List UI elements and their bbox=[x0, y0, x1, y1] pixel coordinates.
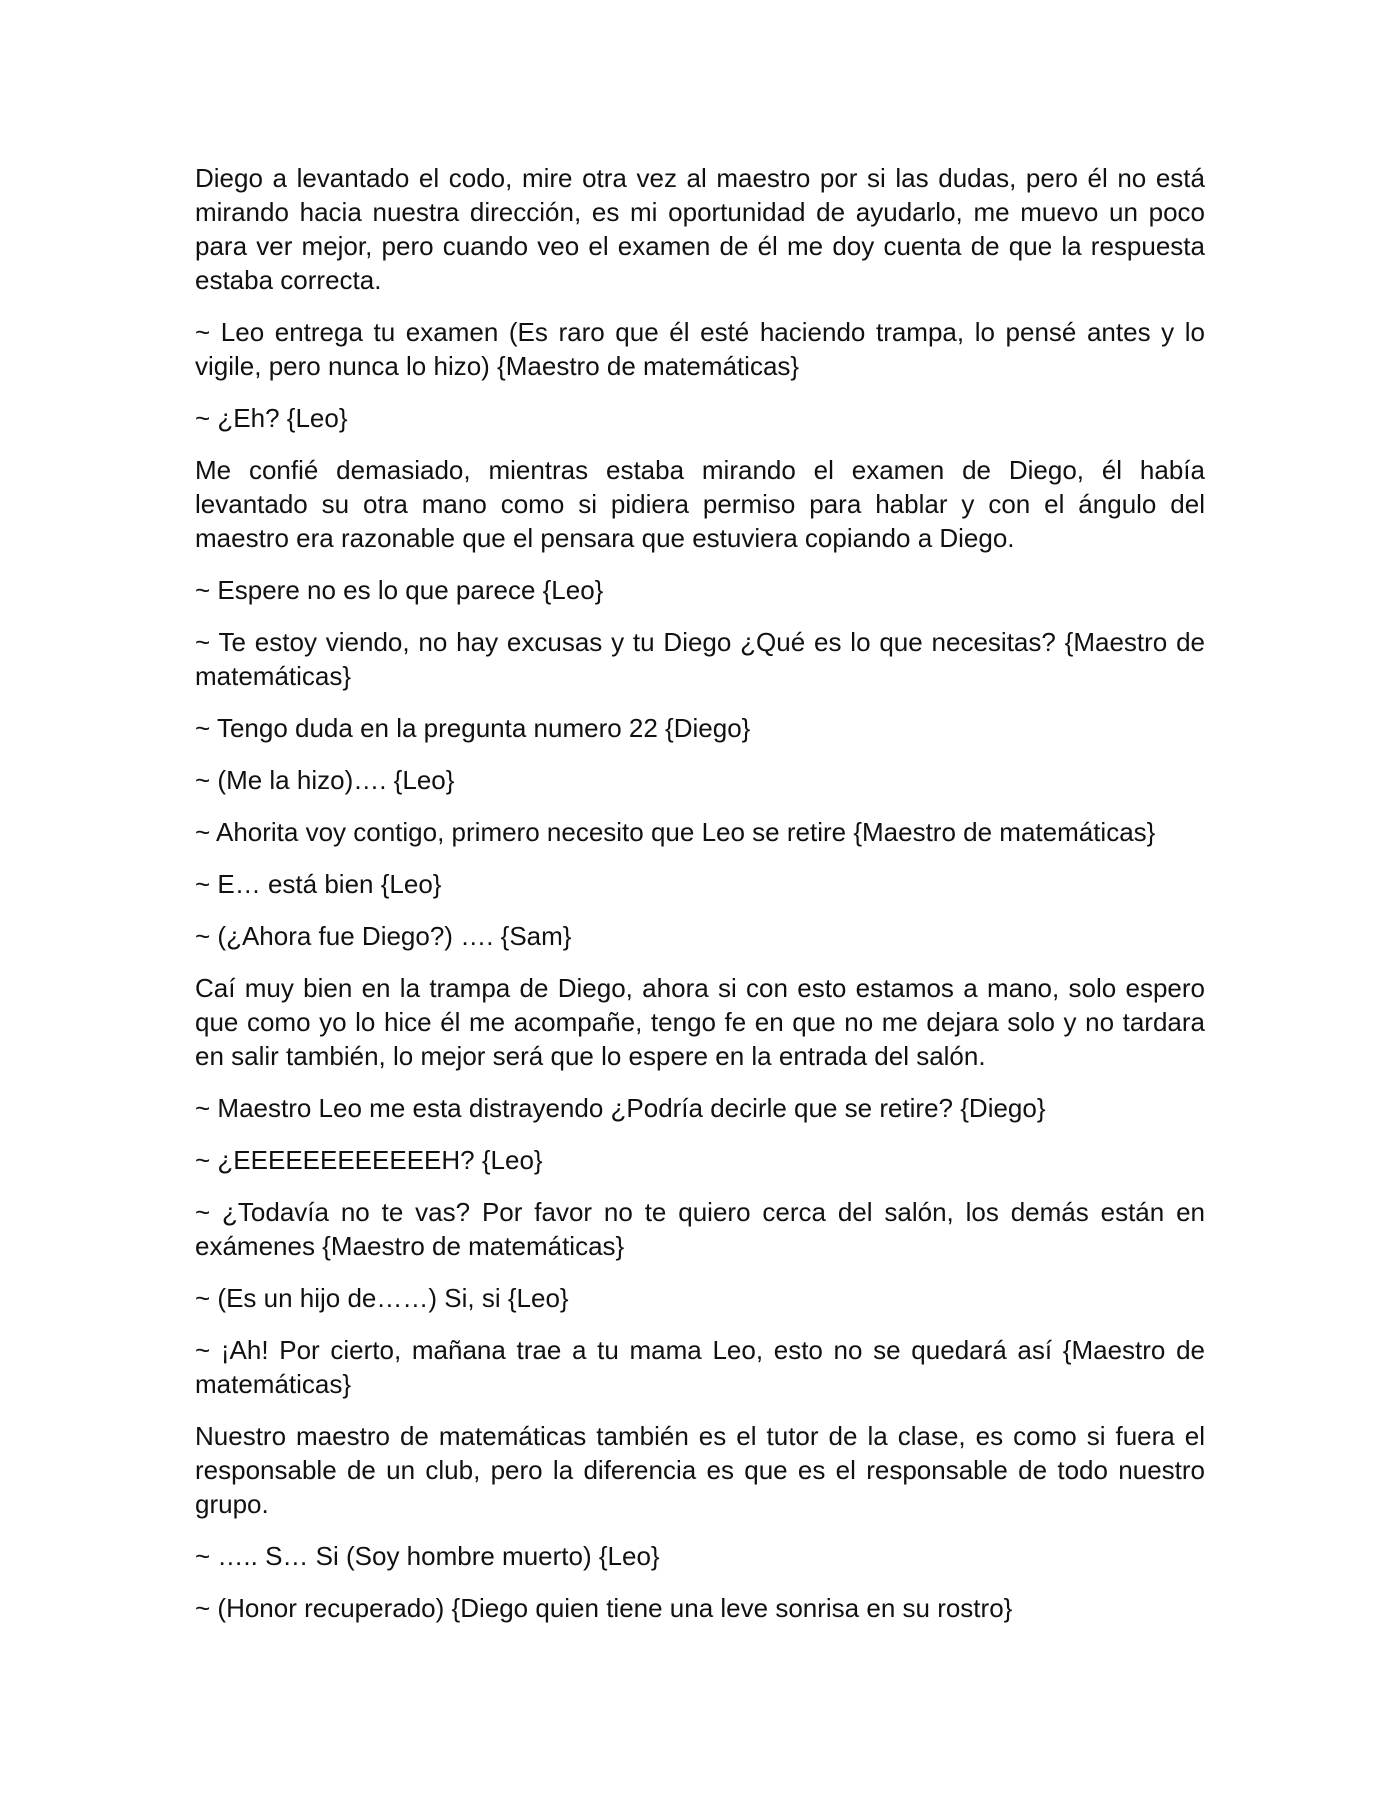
narration-paragraph: Caí muy bien en la trampa de Diego, ahora si con esto estamos a mano, solo espero que como yo lo hice él me acompañe, tengo fe en que no me dejara solo y no tardara en salir también, lo mejor será que lo espere en la entrada del salón. bbox=[195, 973, 1205, 1071]
dialogue-line: ~ ….. S… Si (Soy hombre muerto) {Leo} bbox=[195, 1541, 660, 1571]
narration-paragraph: Me confié demasiado, mientras estaba mirando el examen de Diego, él había levantado su otra mano como si pidiera permiso para hablar y con el ángulo del maestro era razonable que el pensara que estuviera copiando a Diego. bbox=[195, 455, 1205, 553]
dialogue-line: ~ ¿Todavía no te vas? Por favor no te quiero cerca del salón, los demás están en exámenes {Maestro de matemáticas} bbox=[195, 1197, 1205, 1261]
narration-paragraph: Nuestro maestro de matemáticas también es el tutor de la clase, es como si fuera el responsable de un club, pero la diferencia es que es el responsable de todo nuestro grupo. bbox=[195, 1421, 1205, 1519]
dialogue-line: ~ Te estoy viendo, no hay excusas y tu Diego ¿Qué es lo que necesitas? {Maestro de matemáticas} bbox=[195, 627, 1205, 691]
dialogue-line: ~ Leo entrega tu examen (Es raro que él esté haciendo trampa, lo pensé antes y lo vigile, pero nunca lo hizo) {Maestro de matemáticas} bbox=[195, 317, 1205, 381]
dialogue-line: ~ ¡Ah! Por cierto, mañana trae a tu mama Leo, esto no se quedará así {Maestro de matemáticas} bbox=[195, 1335, 1205, 1399]
document-body bbox=[195, 161, 1205, 1643]
dialogue-line: ~ Maestro Leo me esta distrayendo ¿Podría decirle que se retire? {Diego} bbox=[195, 1093, 1046, 1123]
dialogue-line: ~ Tengo duda en la pregunta numero 22 {Diego} bbox=[195, 713, 751, 743]
dialogue-line: ~ (Honor recuperado) {Diego quien tiene una leve sonrisa en su rostro} bbox=[195, 1593, 1013, 1623]
dialogue-line: ~ (¿Ahora fue Diego?) …. {Sam} bbox=[195, 921, 572, 951]
dialogue-line: ~ ¿Eh? {Leo} bbox=[195, 403, 348, 433]
narration-paragraph: Diego a levantado el codo, mire otra vez al maestro por si las dudas, pero él no está mirando hacia nuestra dirección, es mi oportunidad de ayudarlo, me muevo un poco para ver mejor, pero cuando veo el examen de él me doy cuenta de que la respuesta estaba correcta. bbox=[195, 163, 1205, 295]
dialogue-line: ~ Espere no es lo que parece {Leo} bbox=[195, 575, 604, 605]
dialogue-line: ~ E… está bien {Leo} bbox=[195, 869, 442, 899]
dialogue-line: ~ ¿EEEEEEEEEEEEH? {Leo} bbox=[195, 1145, 543, 1175]
dialogue-line: ~ Ahorita voy contigo, primero necesito que Leo se retire {Maestro de matemáticas} bbox=[195, 817, 1156, 847]
dialogue-line: ~ (Me la hizo)…. {Leo} bbox=[195, 765, 455, 795]
dialogue-line: ~ (Es un hijo de……) Si, si {Leo} bbox=[195, 1283, 569, 1313]
